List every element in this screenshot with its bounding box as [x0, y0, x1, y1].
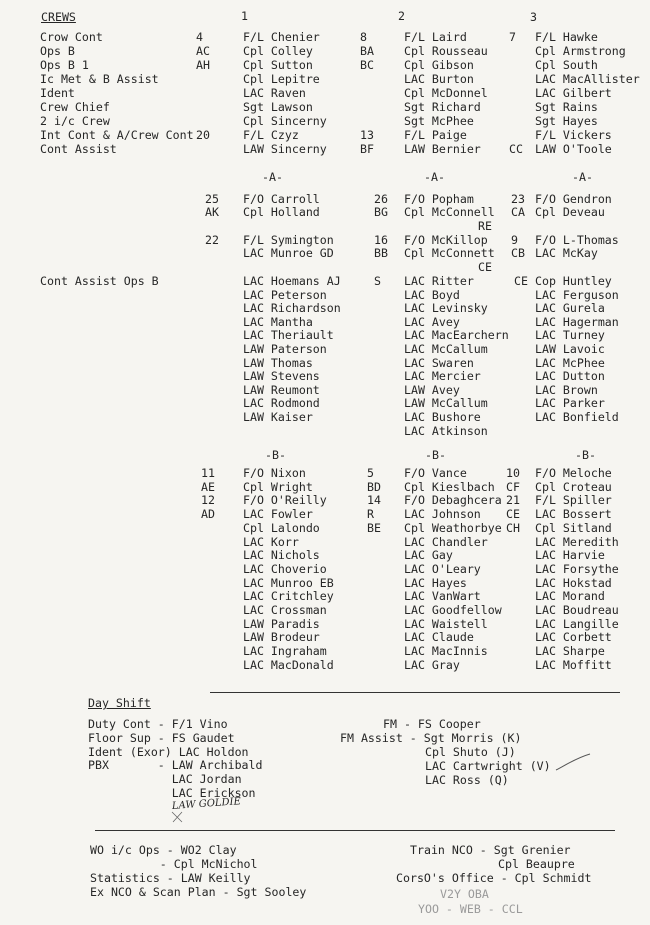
crews-title: CREWS [41, 10, 76, 24]
cont-assist-crew3-member: LAC Ferguson [535, 287, 619, 302]
section-a-crew3-member: LAC McKay [535, 246, 598, 260]
cont-assist-crew2-code: S [374, 274, 381, 288]
section-a-crew3-code: CB [511, 246, 525, 260]
section-b-crew2-member: LAC Hayes [404, 575, 467, 590]
crew2-member: F/L Paige [404, 128, 467, 142]
cont-assist-crew1-member: LAW Paterson [243, 342, 327, 356]
day-shift-handwritten-note: LAW GOLDIE [171, 796, 242, 812]
bottom-left-entry: Ex NCO & Scan Plan - Sgt Sooley [90, 885, 307, 899]
role-label: Crew Chief [40, 100, 110, 114]
day-shift-right-entry: Cpl Shuto (J) [425, 745, 516, 759]
crew1-member: Cpl Sutton [243, 58, 313, 72]
crew3-member: Cpl Armstrong [535, 44, 626, 58]
section-a-crew2-member: Cpl McConnett [404, 246, 495, 260]
pen-cross-mark [170, 810, 186, 824]
section-b-crew2-member: LAC Claude [404, 630, 474, 645]
cont-assist-crew3-member: LAW Lavoic [535, 342, 605, 356]
role-label: Ops B 1 [40, 58, 89, 72]
section-b-crew1-member: LAW Brodeur [243, 630, 320, 645]
section-a-crew1-member: F/O Carroll [243, 192, 320, 206]
cont-assist-crew3-member: LAC Dutton [535, 369, 605, 384]
role-label: Cont Assist [40, 142, 117, 156]
cont-assist-crew1-member: LAW Thomas [243, 355, 313, 370]
crew2-code: BF [360, 142, 374, 156]
crew1-code: AH [196, 58, 210, 72]
section-b-crew1-member: LAC Crossman [243, 603, 327, 617]
day-shift-left-entry: PBX - LAW Archibald [88, 758, 263, 773]
faint-show-through-mark: V2Y OBA [440, 887, 489, 901]
section-b-heading-1: -B- [265, 448, 286, 462]
section-b-crew3-member: LAC Boudreau [535, 603, 619, 617]
crew3-member: F/L Hawke [535, 30, 598, 44]
cont-assist-crew2-member: LAW McCallum [404, 396, 488, 411]
crew2-member: Cpl Rousseau [404, 44, 488, 58]
crew2-member: Cpl Gibson [404, 58, 474, 72]
section-a-crew3-member: Cpl Deveau [535, 205, 605, 219]
section-b-crew2-member: Cpl Weathorbye [404, 520, 502, 535]
section-b-crew2-code: R [367, 507, 374, 522]
cont-assist-ops-b-label: Cont Assist Ops B [40, 274, 159, 288]
section-a-crew2-member: Cpl McConnell [404, 205, 495, 219]
section-b-crew1-member: LAW Paradis [243, 616, 320, 631]
section-a-crew3-code: 9 [511, 233, 518, 247]
crew3-member: F/L Vickers [535, 128, 612, 142]
section-divider [210, 692, 620, 693]
cont-assist-crew3-member: LAC Turney [535, 328, 605, 343]
section-b-crew2-member: LAC Chandler [404, 534, 488, 549]
section-a-crew2-member: F/O McKillop [404, 233, 488, 247]
crew2-code: 8 [360, 30, 367, 44]
role-label: Ops B [40, 44, 75, 58]
crew1-code: 20 [196, 128, 210, 142]
section-b-crew2-member: F/O Debaghcera [404, 493, 502, 508]
day-shift-right-entry: LAC Ross (Q) [425, 773, 509, 787]
cont-assist-crew3-member: LAC Parker [535, 396, 605, 411]
section-a-heading-2: -A- [424, 170, 445, 184]
section-b-crew1-code: 12 [201, 493, 215, 508]
cont-assist-crew3-member: LAC Hagerman [535, 314, 619, 329]
section-b-crew2-code: BD [367, 479, 381, 494]
section-b-crew2-member: LAC Waistell [404, 616, 488, 631]
section-b-crew3-member: LAC Sharpe [535, 644, 605, 659]
crew3-member: Cpl South [535, 58, 598, 72]
section-b-crew2-member: Cpl Kieslbach [404, 479, 495, 494]
pen-tick-mark [554, 752, 594, 774]
section-a-crew2-code: BG [374, 205, 388, 219]
crew1-member: Cpl Sincerny [243, 114, 327, 128]
cont-assist-crew2-member: LAC Avey [404, 314, 460, 329]
cont-assist-crew2-member: LAW Avey [404, 382, 460, 397]
section-a-crew2-member: RE [478, 219, 492, 233]
role-label: Ic Met & B Assist [40, 72, 159, 86]
section-b-crew2-member: LAC VanWart [404, 589, 481, 604]
section-b-crew3-code: CH [506, 520, 520, 535]
day-shift-left-entry: Ident (Exor) LAC Holdon [88, 744, 249, 759]
section-b-crew3-code: 10 [506, 466, 520, 480]
section-a-crew1-member: Cpl Holland [243, 205, 320, 219]
day-shift-right-entry: FM Assist - Sgt Morris (K) [340, 731, 522, 745]
faint-show-through-mark: YOO - WEB - CCL [418, 902, 523, 916]
cont-assist-crew3-member: LAC McPhee [535, 355, 605, 370]
cont-assist-crew3-member: LAC Gurela [535, 301, 605, 316]
section-a-crew2-code: BB [374, 246, 388, 260]
section-b-crew2-member: LAC Johnson [404, 507, 481, 522]
crew3-member: Sgt Hayes [535, 114, 598, 128]
section-b-crew1-code: 11 [201, 466, 215, 480]
crew3-member: LAW O'Toole [535, 142, 612, 156]
section-a-crew3-code: CA [511, 205, 525, 219]
crew3-member: LAC Gilbert [535, 86, 612, 100]
cont-assist-crew2-member: LAC Swaren [404, 355, 474, 370]
section-b-crew3-member: Cpl Sitland [535, 520, 612, 535]
cont-assist-crew2-member: LAC MacEarchern [404, 328, 509, 343]
section-b-crew1-member: LAC Munroo EB [243, 575, 334, 590]
section-a-crew2-member: F/O Popham [404, 192, 474, 206]
crew2-member: LAC Burton [404, 72, 474, 86]
section-b-crew3-member: LAC Forsythe [535, 561, 619, 576]
section-b-crew2-member: LAC O'Leary [404, 561, 481, 576]
crew1-member: F/L Chenier [243, 30, 320, 44]
cont-assist-crew3-member: Cop Huntley [535, 274, 612, 288]
role-label: 2 i/c Crew [40, 114, 110, 128]
section-b-crew3-code: CE [506, 507, 520, 522]
section-a-crew3-member: F/O Gendron [535, 192, 612, 206]
section-a-crew2-code: 16 [374, 233, 388, 247]
cont-assist-crew1-member: LAW Kaiser [243, 410, 313, 424]
crew2-member: Cpl McDonnel [404, 86, 488, 100]
section-a-heading-1: -A- [262, 170, 283, 184]
day-shift-right-entry: LAC Cartwright (V) [425, 759, 551, 773]
cont-assist-crew1-member: LAW Stevens [243, 369, 320, 384]
day-shift-right-entry: FM - FS Cooper [383, 717, 481, 731]
column-heading-3: 3 [530, 10, 537, 24]
crew1-code: 4 [196, 30, 203, 44]
section-b-crew3-member: LAC Morand [535, 589, 605, 604]
bottom-left-entry: Statistics - LAW Keilly [90, 871, 251, 885]
crew1-member: F/L Czyz [243, 128, 299, 142]
role-label: Int Cont & A/Crew Cont [40, 128, 194, 142]
column-heading-2: 2 [398, 9, 405, 23]
section-b-crew1-member: Cpl Lalondo [243, 520, 320, 535]
cont-assist-crew1-member: LAC Peterson [243, 287, 327, 302]
section-b-crew2-code: BE [367, 520, 381, 535]
section-b-crew3-member: LAC Meredith [535, 534, 619, 549]
section-b-crew1-member: LAC Nichols [243, 548, 320, 563]
section-b-crew2-member: LAC Gray [404, 657, 460, 672]
section-b-crew3-member: F/L Spiller [535, 493, 612, 508]
cont-assist-crew2-member: LAC Levinsky [404, 301, 488, 316]
section-b-heading-2: -B- [425, 448, 446, 462]
cont-assist-crew2-member: LAC Mercier [404, 369, 481, 384]
crew3-code: 7 [509, 30, 516, 44]
section-b-crew1-code: AD [201, 507, 215, 522]
section-b-crew3-member: LAC Bossert [535, 507, 612, 522]
crew3-member: LAC MacAllister [535, 72, 640, 86]
section-b-crew3-code: CF [506, 479, 520, 494]
crew2-member: F/L Laird [404, 30, 467, 44]
bottom-left-entry: - Cpl McNichol [90, 857, 258, 871]
section-b-crew3-member: LAC Hokstad [535, 575, 612, 590]
section-a-crew2-code: 26 [374, 192, 388, 206]
section-b-crew3-member: LAC Langille [535, 616, 619, 631]
crew1-member: LAC Raven [243, 86, 306, 100]
cont-assist-crew2-member: LAC Ritter [404, 274, 474, 288]
section-b-crew1-member: LAC Critchley [243, 589, 334, 604]
crew2-code: BC [360, 58, 374, 72]
section-b-crew2-code: 14 [367, 493, 381, 508]
cont-assist-crew1-member: LAC Theriault [243, 328, 334, 343]
section-b-crew2-member: F/O Vance [404, 466, 467, 480]
section-b-crew1-code: AE [201, 479, 215, 494]
section-a-heading-3: -A- [572, 170, 593, 184]
section-b-crew3-member: LAC Moffitt [535, 657, 612, 672]
section-b-crew1-member: LAC Fowler [243, 507, 313, 522]
cont-assist-crew3-member: LAC Brown [535, 382, 598, 397]
cont-assist-crew2-member: LAC Bushore [404, 410, 481, 424]
crew1-member: Cpl Colley [243, 44, 313, 58]
cont-assist-crew3-member: LAC Bonfield [535, 410, 619, 424]
section-b-crew2-member: LAC MacInnis [404, 644, 488, 659]
crew3-member: Sgt Rains [535, 100, 598, 114]
cont-assist-crew1-member: LAC Richardson [243, 301, 341, 316]
cont-assist-crew2-member: LAC Boyd [404, 287, 460, 302]
crew1-member: Cpl Lepitre [243, 72, 320, 86]
section-b-crew1-member: LAC Ingraham [243, 644, 327, 659]
section-b-heading-3: -B- [575, 448, 596, 462]
bottom-right-entry: CorsO's Office - Cpl Schmidt [396, 871, 592, 885]
day-shift-left-entry: LAC Erickson [88, 786, 256, 800]
section-a-crew1-member: LAC Munroe GD [243, 246, 334, 260]
role-label: Ident [40, 86, 75, 100]
section-a-crew1-member: F/L Symington [243, 233, 334, 247]
section-b-crew1-member: F/O O'Reilly [243, 493, 327, 508]
section-b-crew2-member: LAC Gay [404, 548, 453, 563]
section-b-crew3-member: Cpl Croteau [535, 479, 612, 494]
cont-assist-crew1-member: LAC Hoemans AJ [243, 274, 341, 288]
crew1-member: LAW Sincerny [243, 142, 327, 156]
crew3-code: CC [509, 142, 523, 156]
lower-divider [95, 830, 615, 831]
section-b-crew1-member: LAC Choverio [243, 561, 327, 576]
day-shift-left-entry: LAC Jordan [88, 772, 242, 787]
crew2-code: 13 [360, 128, 374, 142]
cont-assist-crew3-code: CE [514, 274, 528, 288]
section-b-crew3-member: LAC Harvie [535, 548, 605, 563]
bottom-left-entry: WO i/c Ops - WO2 Clay [90, 843, 237, 857]
section-a-crew1-code: AK [205, 205, 219, 219]
section-b-crew1-member: F/O Nixon [243, 466, 306, 480]
crew1-code: AC [196, 44, 210, 58]
section-b-crew3-member: LAC Corbett [535, 630, 612, 645]
section-b-crew1-member: LAC MacDonald [243, 657, 334, 672]
day-shift-left-entry: Duty Cont - F/1 Vino [88, 717, 228, 731]
section-a-crew3-code: 23 [511, 192, 525, 206]
column-heading-1: 1 [241, 9, 248, 23]
day-shift-heading: Day Shift [88, 696, 151, 710]
crew2-member: Sgt McPhee [404, 114, 474, 128]
cont-assist-crew1-member: LAW Reumont [243, 382, 320, 397]
bottom-right-entry: Cpl Beaupre [498, 857, 575, 871]
role-label: Crow Cont [40, 30, 103, 44]
crew2-member: Sgt Richard [404, 100, 481, 114]
day-shift-left-entry: Floor Sup - FS Gaudet [88, 730, 235, 745]
cont-assist-crew1-member: LAC Rodmond [243, 396, 320, 411]
section-a-crew1-code: 25 [205, 192, 219, 206]
section-b-crew3-code: 21 [506, 493, 520, 508]
section-b-crew3-member: F/O Meloche [535, 466, 612, 480]
section-a-crew2-member: CE [478, 260, 492, 274]
section-a-crew1-code: 22 [205, 233, 219, 247]
section-b-crew1-member: LAC Korr [243, 534, 299, 549]
section-b-crew1-member: Cpl Wright [243, 479, 313, 494]
section-a-crew3-member: F/O L-Thomas [535, 233, 619, 247]
crew2-code: BA [360, 44, 374, 58]
crew1-member: Sgt Lawson [243, 100, 313, 114]
section-b-crew2-member: LAC Goodfellow [404, 603, 502, 617]
cont-assist-crew2-member: LAC Atkinson [404, 423, 488, 438]
section-b-crew2-code: 5 [367, 466, 374, 480]
cont-assist-crew1-member: LAC Mantha [243, 314, 313, 329]
bottom-right-entry: Train NCO - Sgt Grenier [410, 843, 571, 857]
crew2-member: LAW Bernier [404, 142, 481, 156]
cont-assist-crew2-member: LAC McCallum [404, 342, 488, 356]
